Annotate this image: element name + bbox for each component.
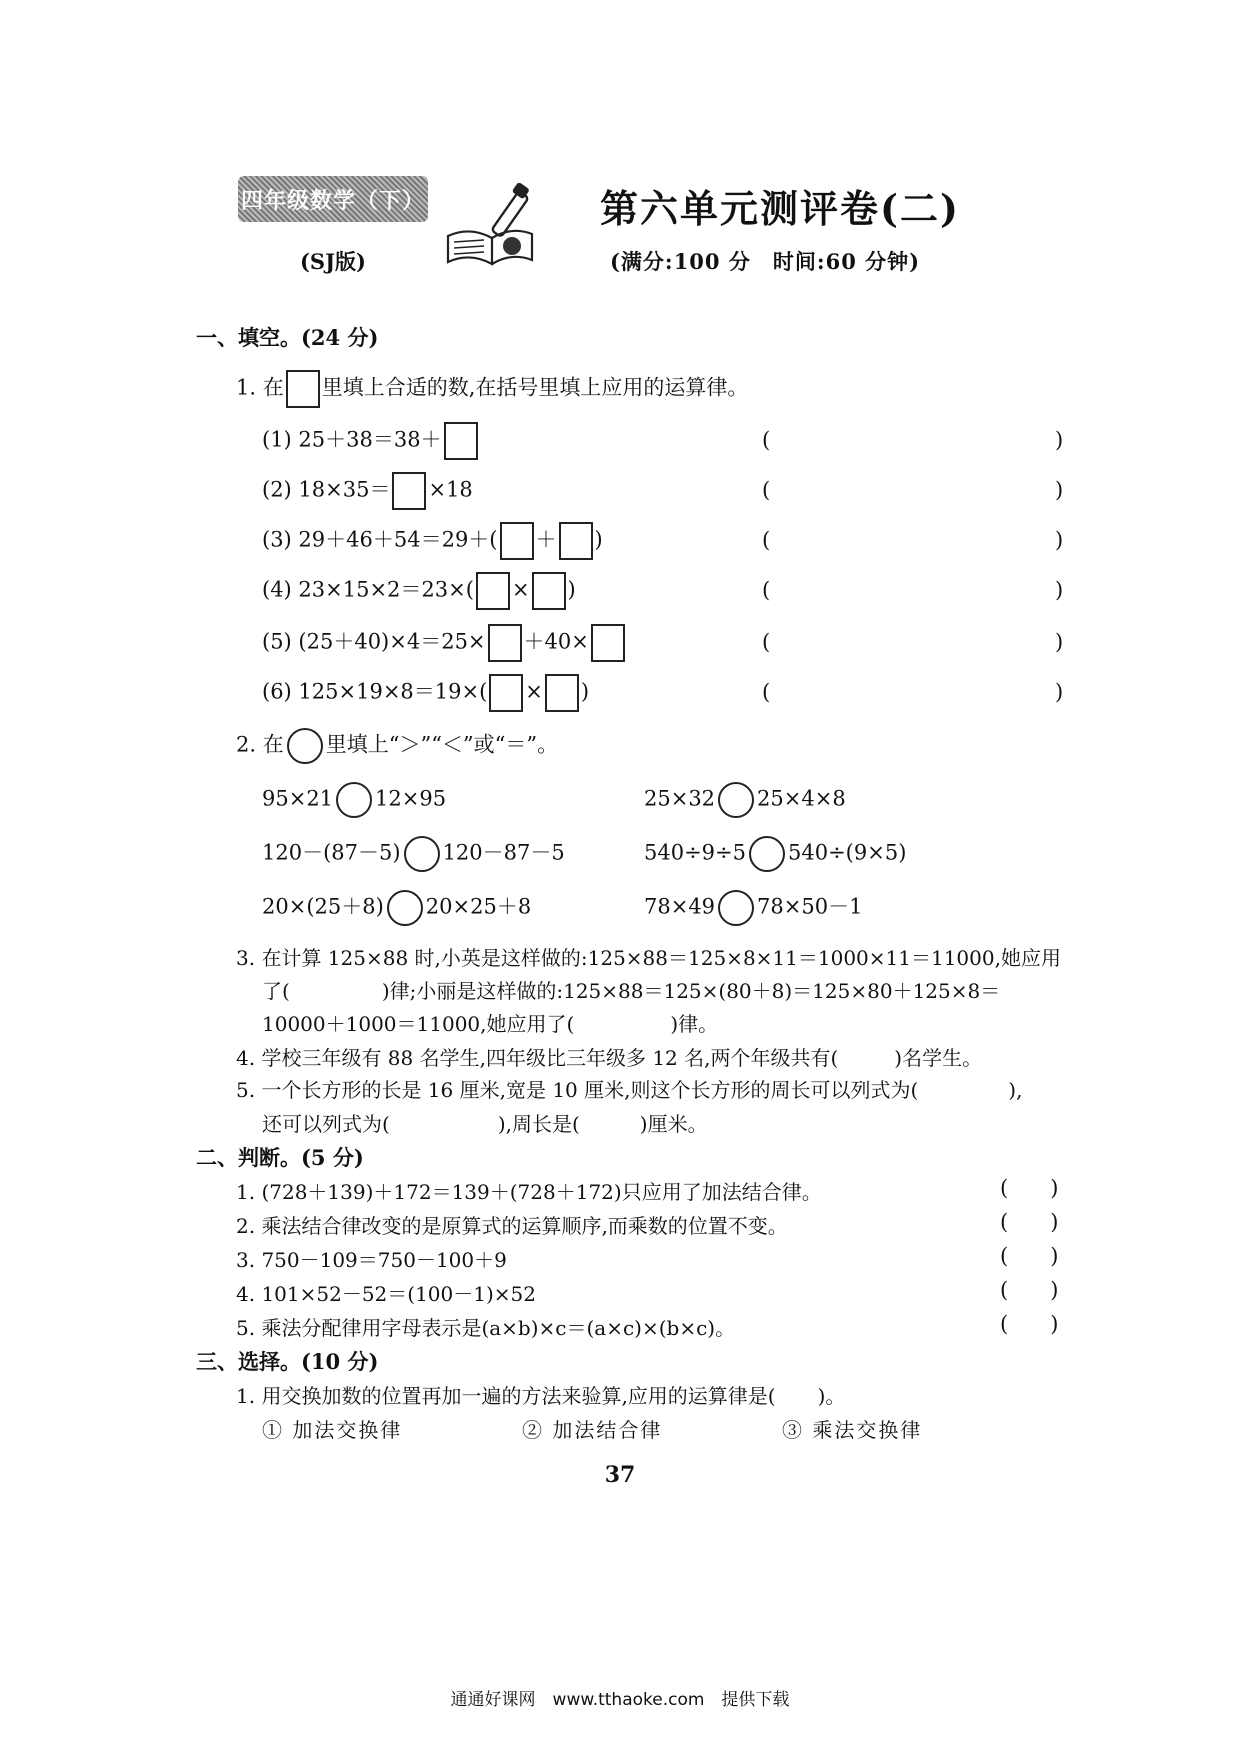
judge-item-3: 3. 750－109＝750－100＋9 [236,1248,507,1272]
answer-box[interactable] [591,624,625,662]
paren: ) [1050,1244,1059,1268]
choice-option-2[interactable]: ② 加法结合律 [522,1418,663,1442]
q1-item-4 [262,572,576,610]
compare-circle[interactable] [718,782,754,818]
item-text: ) [567,577,576,602]
q1-item-6 [262,674,589,712]
law-answer-open-paren: ( [762,478,771,502]
answer-box[interactable] [500,522,534,560]
judge-answer-4[interactable] [1000,1278,1058,1302]
item-text: ＋ [535,527,557,552]
compare-circle[interactable] [404,836,440,872]
text: ),周长是( [497,1112,580,1136]
judge-answer-3[interactable] [1000,1244,1058,1268]
paren: ( [1000,1210,1009,1234]
compare-row-1-right [644,782,846,818]
q1-instruction [236,370,748,408]
text: )律;小丽是这样做的:125×88＝125×(80＋8)＝125×80＋125×8＝ [381,979,1001,1003]
compare-circle[interactable] [749,836,785,872]
text: )律。 [670,1012,719,1036]
text: )厘米。 [639,1112,708,1136]
law-answer-close-paren: ) [1055,428,1064,452]
paren: ( [1000,1278,1009,1302]
law-answer-close-paren: ) [1055,680,1064,704]
edition-label: (SJ版) [300,249,366,274]
q1-item-5 [262,624,627,662]
section-true-false-title: 二、判断。(5 分) [196,1145,364,1170]
compare-row-2-right [644,836,906,872]
paren: ( [1000,1244,1009,1268]
answer-box[interactable] [489,674,523,712]
text: 10000＋1000＝11000,她应用了( [262,1012,575,1036]
expr: 78×49 [644,894,716,919]
expr: 25×32 [644,786,716,811]
text: 4. 学校三年级有 88 名学生,四年级比三年级多 12 名,两个年级共有( [236,1046,839,1070]
text: ), [1008,1078,1023,1102]
judge-answer-2[interactable] [1000,1210,1058,1234]
judge-item-4: 4. 101×52－52＝(100－1)×52 [236,1282,536,1306]
score-time-info: (满分:100 分 时间:60 分钟) [610,249,921,274]
expr: 540÷(9×5) [788,840,907,865]
item-text: (4) 23×15×2＝23×( [262,577,474,602]
answer-box[interactable] [559,522,593,560]
compare-circle[interactable] [287,728,323,764]
judge-answer-1[interactable] [1000,1176,1058,1200]
q1-item-1 [262,422,480,460]
footer-source: 通通好课网 www.tthaoke.com 提供下载 [450,1690,790,1710]
compare-row-2-left [262,836,565,872]
compare-row-1-left [262,782,446,818]
answer-box[interactable] [286,370,320,408]
expr: 20×25＋8 [425,894,532,919]
answer-box[interactable] [476,572,510,610]
judge-item-1: 1. (728＋139)＋172＝139＋(728＋172)只应用了加法结合律。 [236,1180,822,1204]
paren: ) [1050,1210,1059,1234]
answer-box[interactable] [545,674,579,712]
compare-row-3-right [644,890,862,926]
judge-item-2: 2. 乘法结合律改变的是原算式的运算顺序,而乘数的位置不变。 [236,1214,788,1238]
text: 1. 用交换加数的位置再加一遍的方法来验算,应用的运算律是( [236,1384,776,1408]
text: 了( [262,979,290,1003]
item-text: × [511,577,530,602]
grade-badge: 四年级数学（下） [238,176,428,222]
expr: 120－(87－5) [262,840,401,865]
expr: 78×50－1 [757,894,863,919]
q3-line-3 [262,1008,718,1037]
q1-post: 里填上合适的数,在括号里填上应用的运算律。 [321,375,749,400]
q5-line-1 [236,1074,1022,1103]
q3-line-2 [262,975,1000,1004]
compare-circle[interactable] [336,782,372,818]
item-text: ＋40× [523,629,589,654]
expr: 12×95 [375,786,447,811]
law-answer-open-paren: ( [762,578,771,602]
law-answer-close-paren: ) [1055,578,1064,602]
answer-box[interactable] [532,572,566,610]
law-answer-open-paren: ( [762,528,771,552]
item-text: ) [594,527,603,552]
expr: 25×4×8 [757,786,846,811]
choice-q1 [236,1380,845,1409]
text: 5. 一个长方形的长是 16 厘米,宽是 10 厘米,则这个长方形的周长可以列式为( [236,1078,919,1102]
expr: 120－87－5 [442,840,565,865]
q1-pre: 1. 在 [236,375,284,400]
text: )名学生。 [894,1046,983,1070]
item-text: ) [580,679,590,704]
item-text: (2) 18×35＝ [262,477,391,502]
text: )。 [817,1384,846,1408]
q1-item-3 [262,522,603,560]
item-text: (3) 29＋46＋54＝29＋( [262,527,498,552]
law-answer-open-paren: ( [762,428,771,452]
item-text: (1) 25＋38＝38＋ [262,427,442,452]
item-text: × [525,679,543,704]
q4 [236,1042,982,1071]
choice-option-1[interactable]: ① 加法交换律 [262,1418,403,1442]
item-text: (6) 125×19×8＝19×( [262,679,488,704]
page-title: 第六单元测评卷(二) [600,186,960,231]
paren: ) [1050,1312,1059,1336]
q1-item-2 [262,472,473,510]
paren: ) [1050,1278,1059,1302]
expr: 540÷9÷5 [644,840,746,865]
law-answer-close-paren: ) [1055,478,1064,502]
q2-post: 里填上“＞”“＜”或“＝”。 [325,732,559,757]
compare-row-3-left [262,890,531,926]
paren: ( [1000,1176,1009,1200]
q3-line-1: 3. 在计算 125×88 时,小英是这样做的:125×88＝125×8×11＝1000×11＝11000,她应用 [236,946,1061,970]
item-text: (5) (25＋40)×4＝25× [262,629,486,654]
expr: 20×(25＋8) [262,894,384,919]
law-answer-open-paren: ( [762,630,771,654]
q5-line-2 [262,1108,708,1137]
law-answer-open-paren: ( [762,680,771,704]
law-answer-close-paren: ) [1055,630,1064,654]
answer-box[interactable] [488,624,522,662]
expr: 95×21 [262,786,334,811]
section-choice-title: 三、选择。(10 分) [196,1349,379,1374]
page-number: 37 [604,1462,636,1488]
paren: ( [1000,1312,1009,1336]
law-answer-close-paren: ) [1055,528,1064,552]
book-pen-icon [440,178,545,270]
choice-option-3[interactable]: ③ 乘法交换律 [782,1418,923,1442]
paren: ) [1050,1176,1059,1200]
text: 还可以列式为( [262,1112,390,1136]
judge-item-5: 5. 乘法分配律用字母表示是(a×b)×c＝(a×c)×(b×c)。 [236,1316,736,1340]
judge-answer-5[interactable] [1000,1312,1058,1336]
section-fill-blank-title: 一、填空。(24 分) [196,325,379,350]
compare-circle[interactable] [387,890,423,926]
q2-pre: 2. 在 [236,732,284,757]
compare-circle[interactable] [718,890,754,926]
answer-box[interactable] [392,472,426,510]
item-text: ×18 [428,477,473,502]
answer-box[interactable] [444,422,478,460]
q2-instruction [236,728,558,764]
